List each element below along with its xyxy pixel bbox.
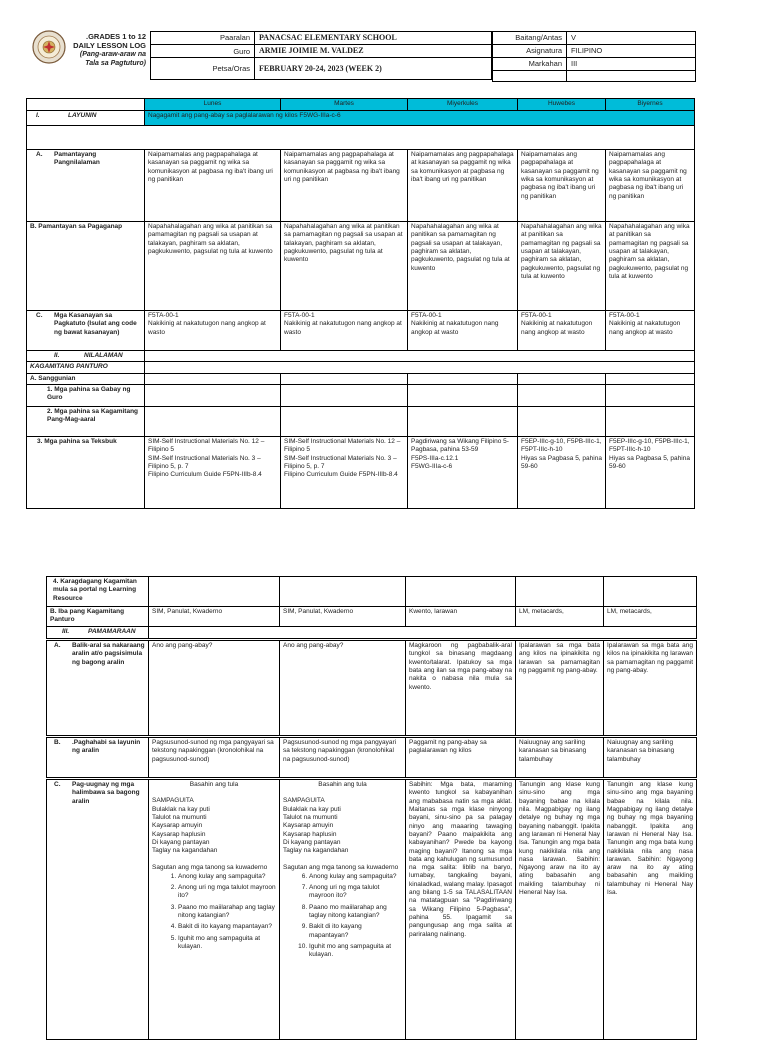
- empty-cell: [281, 384, 408, 406]
- pamamaraan-label: PAMAMARAAN: [88, 628, 136, 635]
- asignatura-value: FILIPINO: [567, 45, 696, 58]
- a-label: Pamantayang Pangnilalaman: [54, 151, 100, 167]
- balik-aral-label: Balik-aral sa nakaraang aralin at/o pagsisimula ng bagong aralin: [72, 642, 145, 666]
- pag-uugnay-lunes: [149, 780, 280, 1040]
- empty-cell: [493, 70, 567, 81]
- layunin-label-cell: [27, 111, 145, 126]
- nilalaman-label: NILALAMAN: [84, 352, 123, 359]
- kasanayan-huwebes: [518, 311, 606, 351]
- pangnilalaman-lunes: Naipamamalas ang pagpapahalaga at kasanayan sa paggamit ng wika sa komunikasyon at pagbasa ng iba't ibang uri ng panitikan: [145, 150, 281, 222]
- iba-lunes: SIM, Panulat, Kwaderno: [149, 607, 280, 627]
- kasanayan-text: Nakikinig at nakatutugon nang angkop at wasto: [284, 320, 402, 336]
- title-sub1: (Pang-araw-araw na: [79, 50, 146, 58]
- b-num: B.: [54, 739, 61, 746]
- poem-heading: Basahin ang tula: [189, 781, 239, 788]
- pamantayan-sa-pagaganap-label: B. Pamantayan sa Pagaganap: [27, 222, 145, 311]
- question-item: 8. Paano mo maiilarahap ang taglay nitong katangian?: [309, 904, 402, 921]
- paghahabi-label-cell: [47, 738, 149, 778]
- empty-cell: [280, 577, 406, 607]
- empty-cell: [606, 373, 695, 384]
- iba-pang-kagamitan-label: B. Iba pang Kagamitang Panturo: [47, 607, 149, 627]
- question-list: [166, 873, 276, 952]
- kagamitang-panturo-label: KAGAMITANG PANTURO: [27, 362, 145, 373]
- kasanayan-text: Nakikinig at nakatutugon nang angkop at wasto: [148, 320, 266, 336]
- pagaganap-martes: Napahahalagahan ang wika at panitikan sa pamamagitan ng pagsali sa usapan at talakayan, paghiram sa aklatan, pagkukuwento, pagsulat ng tula at kuwento: [281, 222, 408, 311]
- empty-cell: [518, 384, 606, 406]
- guro-label: Guro: [151, 45, 255, 58]
- teksbuk-label: 3. Mga pahina sa Teksbuk: [27, 436, 145, 508]
- teksbuk-huwebes: F5EP-IIIc-g-10, F5PB-IIIc-1, F5PT-IIIc-h-10 Hiyas sa Pagbasa 5, pahina 59-60: [518, 436, 606, 508]
- poem-instruction: Sagutan ang mga tanong sa kuwaderno: [152, 863, 268, 871]
- question-item: 7. Anong uri ng mga talulot mayroon ito?: [309, 884, 402, 901]
- empty-cell: [281, 406, 408, 436]
- paaralan-value: PANACSAC ELEMENTARY SCHOOL: [255, 32, 492, 45]
- empty-cell: [408, 384, 518, 406]
- pag-uugnay-huwebes: Tanungin ang klase kung sinu-sino ang mga bayaning babae na kilala nila. Magpabigay ng ilang detalye ng buhay ng mga bayaning nabanggit. Ipakita ang larawan ni Heneral Nay Isa. Tanungin ang mga bata kung nakikilala nila ang nasa larawan. Sabihin: Ngayong araw na ito ay ating babasahin ang maikling talambuhay ni Heneral Nay Isa.: [516, 780, 604, 1040]
- asignatura-label: Asignatura: [493, 45, 567, 58]
- pag-uugnay-biyernes: Tanungin ang klase kung sinu-sino ang mga bayaning babae na kilala nila. Magpabigay ng ilang detalye ng buhay ng mga bayaning nabanggit. Ipakita ang larawan ni Heneral Nay Isa. Tanungin ang mga bata kung nakikilala nila ang nasa larawan. Sabihin: Ngayong araw na ito ay ating babasahin ang maikling talambuhay ni Heneral Nay Isa.: [604, 780, 697, 1040]
- paghahabi-label: .Paghahabi sa layunin ng aralin: [72, 739, 141, 755]
- empty-cell: [516, 577, 604, 607]
- empty-cell: [567, 70, 696, 81]
- pag-uugnay-martes: [280, 780, 406, 1040]
- c-label: Mga Kasanayan sa Pagkatuto (Isulat ang code ng bawat kasanayan): [54, 312, 137, 336]
- balik-aral-label-cell: [47, 641, 149, 736]
- empty-cell: [145, 406, 281, 436]
- karagdagang-kagamitan-label: 4. Karagdagang Kagamitan mula sa portal ng Learning Resource: [47, 577, 149, 607]
- poem-heading: Basahin ang tula: [318, 781, 367, 788]
- day-lunes: Lunes: [145, 99, 281, 111]
- empty-cell: [281, 373, 408, 384]
- spacer-row: [27, 126, 695, 150]
- petsa-value: FEBRUARY 20-24, 2023 (WEEK 2): [255, 58, 492, 80]
- pangnilalaman-biyernes: Naipamamalas ang pagpapahalaga at kasanayan sa paggamit ng wika sa komunikasyon at pagbasa ng iba't ibang uri ng panitikan: [606, 150, 695, 222]
- paghahabi-miyerkules: Paggamit ng pang-abay sa paglalarawan ng kilos: [406, 738, 516, 778]
- kasanayan-text: Nakikinig at nakatutugon nang angkop at wasto: [609, 320, 681, 336]
- poem-instruction: Sagutan ang mga tanong sa kuwaderno: [283, 863, 399, 871]
- empty-cell: [406, 577, 516, 607]
- iba-biyernes: LM, metacards,: [604, 607, 697, 627]
- empty-cell: [145, 362, 695, 373]
- iba-huwebes: LM, metacards,: [516, 607, 604, 627]
- poem-lines: Bulaklak na kay puti Talulot na mumunti Kaysarap amuyin Kaysarap haplusin Di kayang pantayan Taglay na kagandahan: [283, 805, 349, 855]
- poem-title: SAMPAGUITA: [152, 797, 194, 805]
- c-num: C.: [54, 781, 61, 788]
- question-item: 9. Bakit di ito kayang mapantayan?: [309, 923, 402, 940]
- poem-title: SAMPAGUITA: [283, 797, 325, 805]
- empty-cell: [408, 406, 518, 436]
- day-miyerkules: Miyerkules: [408, 99, 518, 111]
- pamamaraan-label-cell: [47, 627, 149, 639]
- pamamaraan-num: III.: [62, 628, 70, 635]
- question-item: 2. Anong uri ng mga talulot mayroon ito?: [178, 884, 276, 901]
- kasanayan-code: F5TA-00-1: [411, 312, 442, 319]
- lesson-table-part1: [26, 98, 695, 509]
- pag-uugnay-miyerkules: Sabihin: Mga bata, maraming kwento tungkol sa kabayanihan ang mababasa natin sa mga aklat. Maitanas sa mga klase ninyong bayani, sinu-sino pa sa palagay ninyo ang maaaring tawaging bayani? Paano maipakikita ang kabayanihan? Pwede ba kayong maging bayani? Itanong sa mga bata ang kahulugan ng sumusunod na mga salita: liblib na baryo, lumabay, tangkaling bayani, kinaladkad, walang malay. Ipasagot ang bilang 1-5 sa TALASALITAAN na matatagpuan sa "Pagdiriwang sa Wikang Filipino 5-Pagbasa", pahina 55. Ipagamit sa pangungusap ang mga salita at pariralang nalinang.: [406, 780, 516, 1040]
- kasanayan-text: Nakikinig at nakatutugon nang angkop at wasto: [521, 320, 593, 336]
- kasanayan-martes: [281, 311, 408, 351]
- guro-value: ARMIE JOIMIE M. VALDEZ: [255, 45, 492, 58]
- baitang-label: Baitang/Antas: [493, 32, 567, 45]
- kasanayan-biyernes: [606, 311, 695, 351]
- a-num: A.: [36, 151, 43, 158]
- title-dll: DAILY LESSON LOG: [73, 41, 146, 51]
- empty-cell: [145, 351, 695, 362]
- empty-cell: [518, 406, 606, 436]
- question-item: 10. Iguhit mo ang sampaguita at kulayan.: [309, 943, 402, 960]
- layunin-label: LAYUNIN: [68, 112, 97, 119]
- question-item: 4. Bakit di ito kayang mapantayan?: [178, 923, 276, 931]
- question-item: 6. Anong kulay ang sampaguita?: [309, 873, 402, 881]
- empty-cell: [408, 373, 518, 384]
- balik-aral-miyerkules: Magkaroon ng pagbabalik-aral tungkol sa binasang magdaang kwento/talarat. Ipatukoy sa mga bata ang ilan sa mga pang-abay na nakita o nabasa nila mula sa kwento.: [406, 641, 516, 736]
- question-item: 5. Iguhit mo ang sampaguita at kulayan.: [178, 935, 276, 952]
- kasanayan-code: F5TA-00-1: [148, 312, 179, 319]
- baitang-value: V: [567, 32, 696, 45]
- empty-cell: [145, 384, 281, 406]
- kagamitang-mag-aaral-label: 2. Mga pahina sa Kagamitang Pang-Mag-aaral: [27, 406, 145, 436]
- kasanayan-lunes: [145, 311, 281, 351]
- day-huwebes: Huwebes: [518, 99, 606, 111]
- gabay-guro-label: 1. Mga pahina sa Gabay ng Guro: [27, 384, 145, 406]
- teksbuk-biyernes: F5EP-IIIc-g-10, F5PB-IIIc-1, F5PT-IIIc-h-10 Hiyas sa Pagbasa 5, pahina 59-60: [606, 436, 695, 508]
- pagaganap-biyernes: Napahahalagahan ang wika at panitikan sa pamamagitan ng pagsali sa usapan at talakayan, paghiram sa aklatan, pagkukuwento, pagsulat ng tula at kuwento: [606, 222, 695, 311]
- empty-cell: [606, 406, 695, 436]
- kasanayan-miyerkules: [408, 311, 518, 351]
- question-list: [297, 873, 402, 960]
- markahan-label: Markahan: [493, 58, 567, 71]
- layunin-num: I.: [36, 112, 40, 119]
- dll-title-block: [70, 32, 146, 68]
- title-grades: .GRADES 1 to 12: [85, 32, 146, 41]
- iba-miyerkules: Kwento, larawan: [406, 607, 516, 627]
- empty-cell: [149, 627, 697, 639]
- balik-aral-lunes: Ano ang pang-abay?: [149, 641, 280, 736]
- kasanayan-code: F5TA-00-1: [284, 312, 315, 319]
- iba-martes: SIM, Panulat, Kwaderno: [280, 607, 406, 627]
- deped-seal-logo: [32, 30, 66, 64]
- poem-lines: Bulaklak na kay puti Talulot na mumunti Kaysarap amuyin Kaysarap haplusin Di kayang pantayan Taglay na kagandahan: [152, 805, 218, 855]
- day-martes: Martes: [281, 99, 408, 111]
- paghahabi-martes: Pagsusunod-sunod ng mga pangyayari sa tekstong napakinggan (kronolohikal na pagsusunod-sunod): [280, 738, 406, 778]
- pagaganap-huwebes: Napahahalagahan ang wika at panitikan sa pamamagitan ng pagsali sa usapan at talakayan, paghiram sa aklatan, pagkukuwento, pagsulat ng tula at kuwento: [518, 222, 606, 311]
- balik-aral-biyernes: Ipalarawan sa mga bata ang kilos na ipinakikita ng larawan sa pamamagitan ng paggamit ng pang-abay.: [604, 641, 697, 736]
- teksbuk-lunes: SIM-Self Instructional Materials No. 12 – Filipino 5 SIM-Self Instructional Materials No. 3 – Filipino 5, p. 7 Filipino Curriculum Guide F5PN-IIIb-8.4: [145, 436, 281, 508]
- pangnilalaman-huwebes: Naipamamalas ang pagpapahalaga at kasanayan sa paggamit ng wika sa komunikasyon at pagbasa ng iba't ibang uri ng panitikan: [518, 150, 606, 222]
- kasanayan-text: Nakikinig at nakatutugon nang angkop at wasto: [411, 320, 499, 336]
- pag-uugnay-label: Pag-uugnay ng mga halimbawa sa bagong aralin: [72, 781, 140, 805]
- balik-aral-martes: Ano ang pang-abay?: [280, 641, 406, 736]
- empty-cell: [149, 577, 280, 607]
- nilalaman-num: II.: [54, 352, 60, 359]
- empty-cell: [604, 577, 697, 607]
- a-num: A.: [54, 642, 61, 649]
- kasanayan-code: F5TA-00-1: [609, 312, 640, 319]
- markahan-value: III: [567, 58, 696, 71]
- teksbuk-martes: SIM-Self Instructional Materials No. 12 – Filipino 5 SIM-Self Instructional Materials No. 3 – Filipino 5, p. 7 Filipino Curriculum Guide F5PN-IIIb-8.4: [281, 436, 408, 508]
- nilalaman-label-cell: [27, 351, 145, 362]
- header-right-table: [492, 31, 696, 82]
- pangnilalaman-miyerkules: Naipamamalas ang pagpapahalaga at kasanayan sa paggamit ng wika sa komunikasyon at pagbasa ng iba't ibang uri ng panitikan: [408, 150, 518, 222]
- question-item: 3. Paano mo maiilarahap ang taglay nitong katangian?: [178, 904, 276, 921]
- pagaganap-miyerkules: Napahahalagahan ang wika at panitikan sa pamamagitan ng pagsali sa usapan at talakayan, paghiram sa aklatan, pagkukuwento, pagsulat ng tula at kuwento: [408, 222, 518, 311]
- paghahabi-lunes: Pagsusunod-sunod ng mga pangyayari sa tekstong napakinggan (kronolohikal na pagsusunod-sunod): [149, 738, 280, 778]
- paghahabi-huwebes: Naiuugnay ang sariling karanasan sa binasang talambuhay: [516, 738, 604, 778]
- empty-cell: [518, 373, 606, 384]
- empty-cell: [27, 99, 145, 111]
- kasanayan-code: F5TA-00-1: [521, 312, 552, 319]
- pamantayang-pangnilalaman-label: [27, 150, 145, 222]
- day-biyernes: Biyernes: [606, 99, 695, 111]
- pag-uugnay-label-cell: [47, 780, 149, 1040]
- balik-aral-huwebes: Ipalarawan sa mga bata ang kilos na ipinakikita ng larawan sa pamamagitan ng paggamit ng pang-abay.: [516, 641, 604, 736]
- layunin-text: Nagagamit ang pang-abay sa paglalarawan ng kilos F5WG-IIIa-c-6: [145, 111, 695, 126]
- pangnilalaman-martes: Naipamamalas ang pagpapahalaga at kasanayan sa paggamit ng wika sa komunikasyon at pagbasa ng iba't ibang uri ng panitikan: [281, 150, 408, 222]
- empty-cell: [145, 373, 281, 384]
- paghahabi-biyernes: Naiuugnay ang sariling karanasan sa binasang talambuhay: [604, 738, 697, 778]
- teksbuk-miyerkules: Pagdiriwang sa Wikang Filipino 5-Pagbasa, pahina 53-59 F5PS-IIIa-c.12.1 F5WG-IIIa-c-6: [408, 436, 518, 508]
- sanggunian-label: A. Sanggunian: [27, 373, 145, 384]
- header-left-table: [150, 31, 492, 80]
- empty-cell: [606, 384, 695, 406]
- pagaganap-lunes: Napahahalagahan ang wika at panitikan sa pamamagitan ng pagsali sa usapan at talakayan, paghiram sa aklatan, pagkukuwento, pagsulat ng tula at kuwento: [145, 222, 281, 311]
- title-sub2: Tala sa Pagtuturo): [85, 59, 146, 67]
- petsa-label: Petsa/Oras: [151, 58, 255, 80]
- question-item: 1. Anong kulay ang sampaguita?: [178, 873, 276, 881]
- kasanayan-label-cell: [27, 311, 145, 351]
- c-num: C.: [36, 312, 43, 319]
- paaralan-label: Paaralan: [151, 32, 255, 45]
- lesson-table-part2: [46, 576, 697, 1040]
